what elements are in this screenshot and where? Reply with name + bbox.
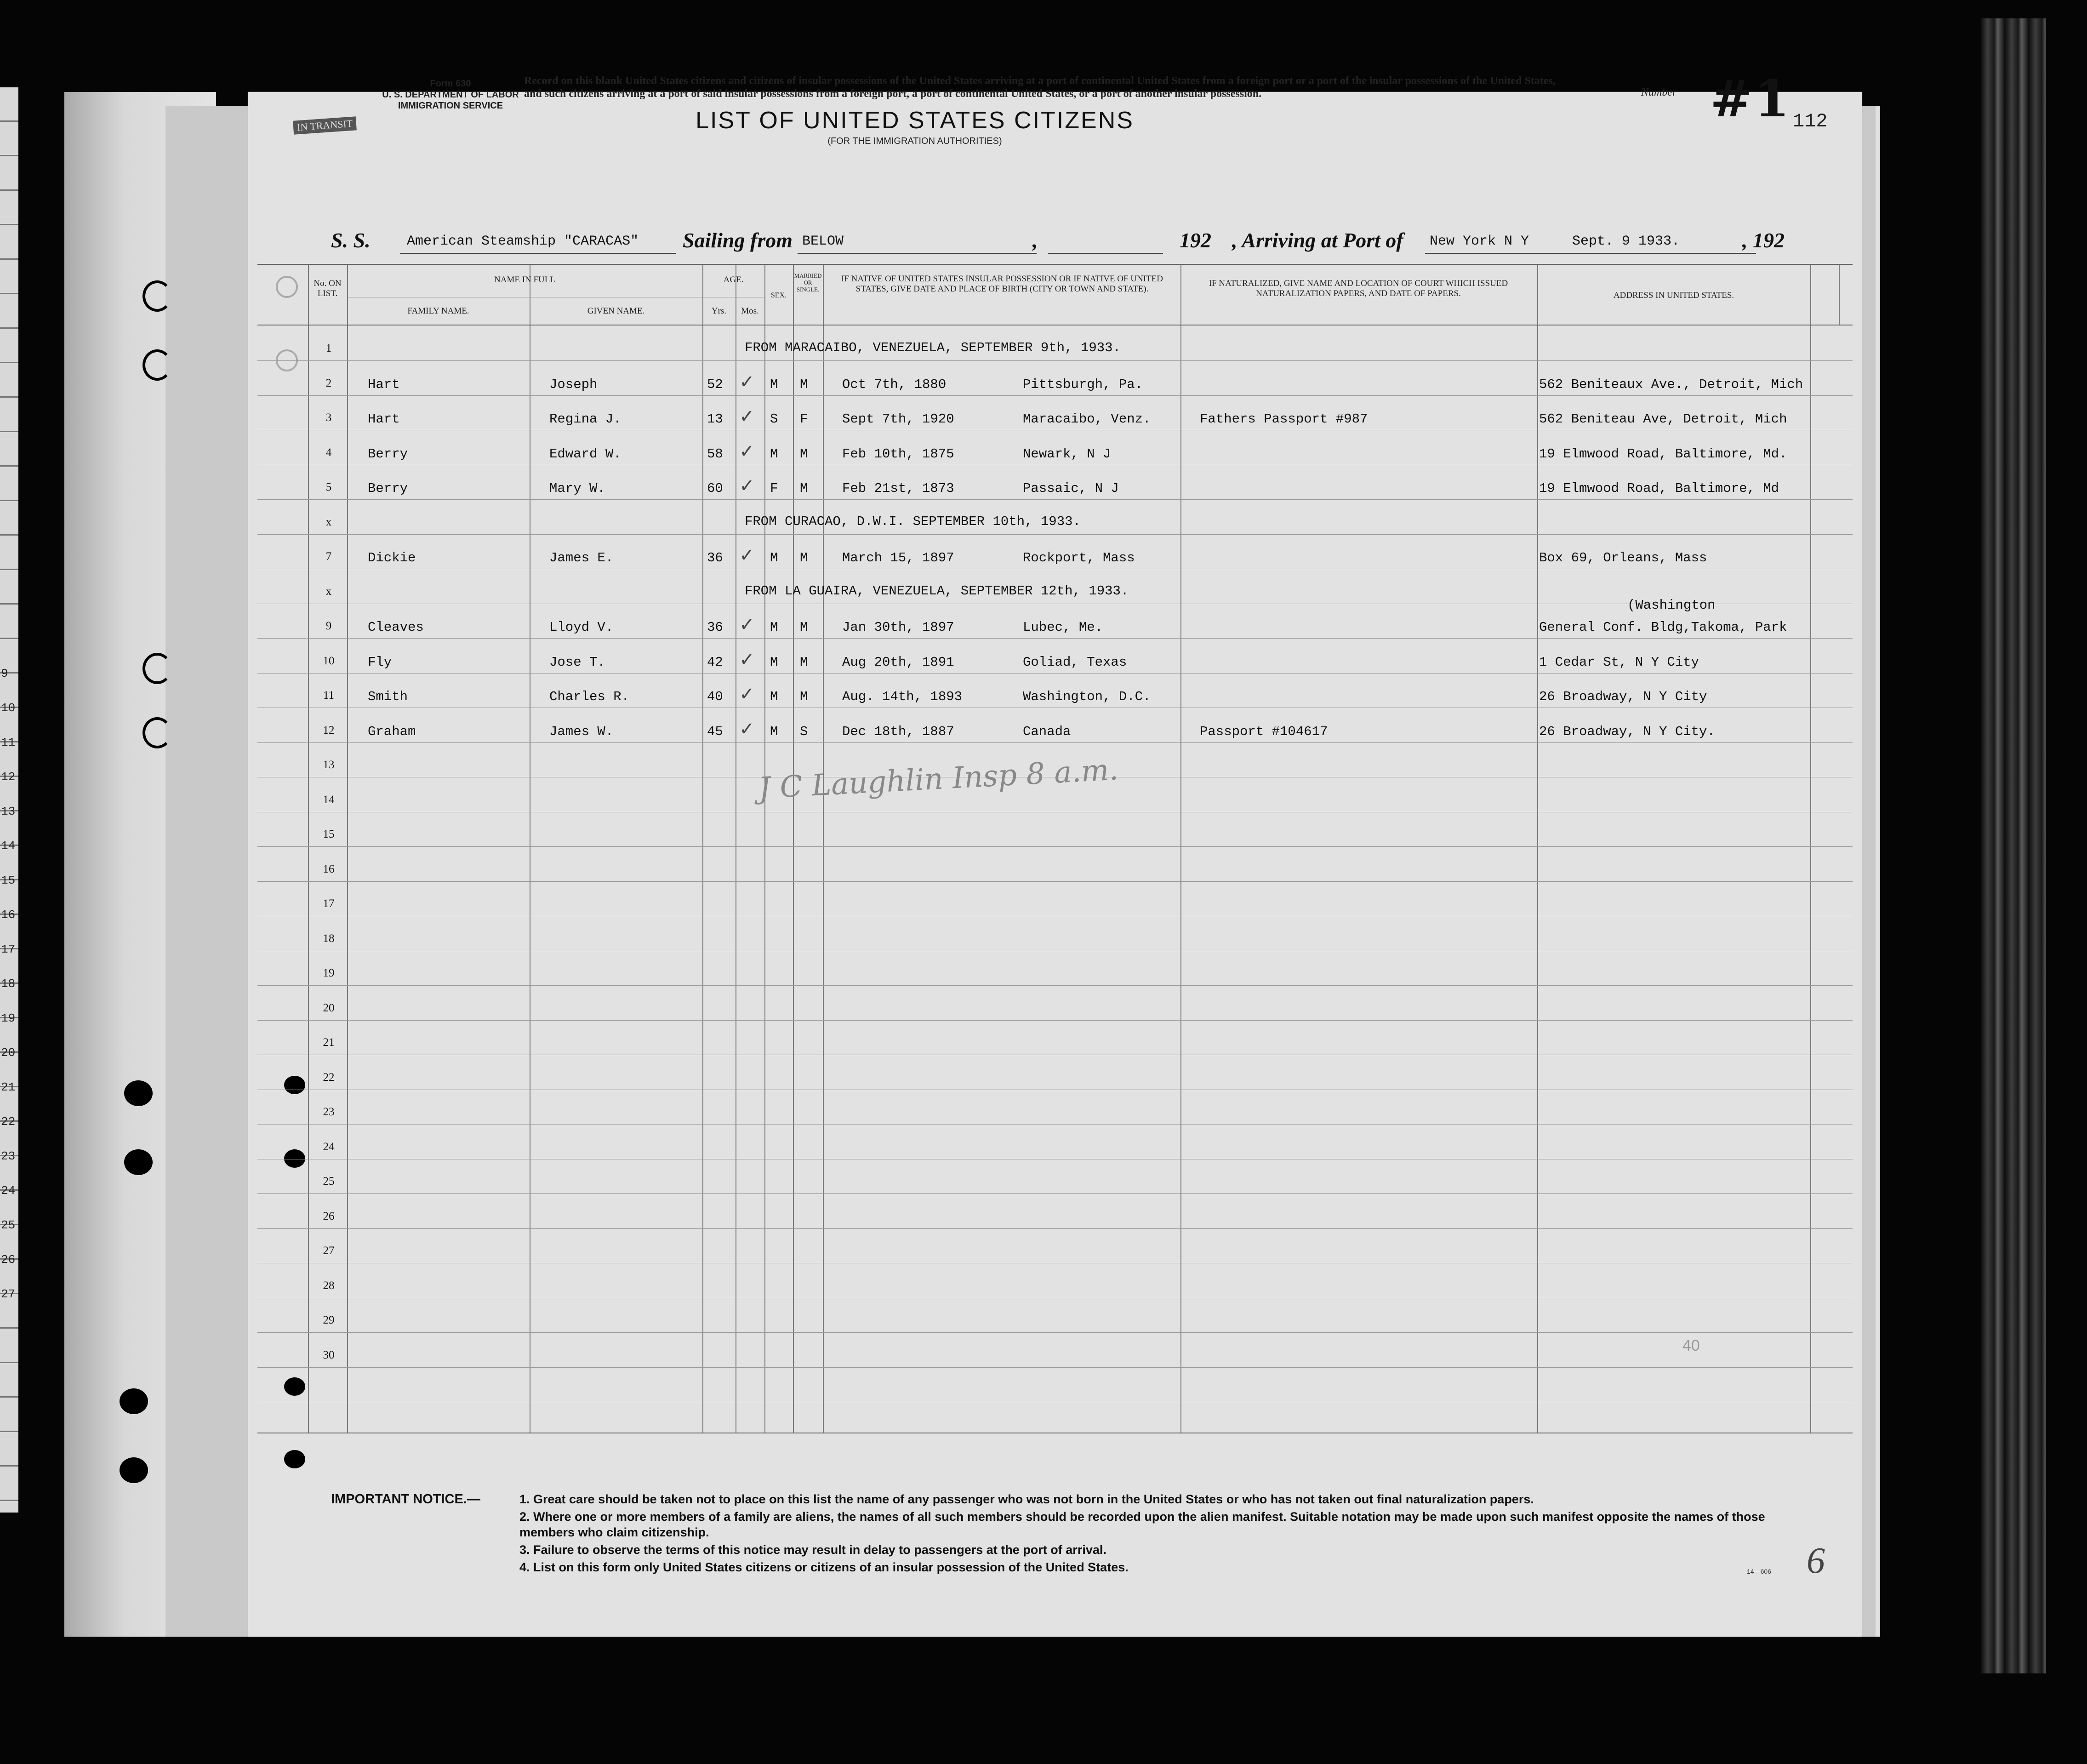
marital-status: M <box>800 377 808 392</box>
age-years: 45 <box>707 724 723 739</box>
address: General Conf. Bldg,Takoma, Park <box>1539 620 1787 635</box>
row-number: x <box>325 585 332 598</box>
punch-hole-icon <box>143 717 172 748</box>
row-number: 2 <box>325 377 332 389</box>
edge-row-number: 25 <box>1 1218 16 1232</box>
given-name: Lloyd V. <box>549 620 614 635</box>
check-mark-icon: ✓ <box>739 649 755 670</box>
check-mark-icon: ✓ <box>739 684 755 705</box>
col-mos: Mos. <box>741 306 759 316</box>
birth-date: Feb 21st, 1873 <box>842 481 954 496</box>
sex: F <box>770 481 778 496</box>
col-address: ADDRESS IN UNITED STATES. <box>1613 291 1734 300</box>
sex: M <box>770 620 778 635</box>
handwritten-page-number: 6 <box>1807 1541 1825 1581</box>
notice-item: 3. Failure to observe the terms of this notice may result in delay to passengers at the port of arrival. <box>519 1543 1106 1557</box>
edge-row-number: 14 <box>1 839 16 853</box>
birth-place: Rockport, Mass <box>1023 550 1135 565</box>
marital-status: M <box>800 481 808 496</box>
form-identifier <box>377 78 524 111</box>
marital-status: M <box>800 689 808 704</box>
family-name: Berry <box>368 481 408 496</box>
row-number: 1 <box>325 342 332 354</box>
row-number: 23 <box>323 1106 335 1118</box>
edge-row-number: 17 <box>1 942 16 956</box>
age-years: 60 <box>707 481 723 496</box>
birth-place: Passaic, N J <box>1023 481 1119 496</box>
row-number: 27 <box>323 1245 335 1257</box>
row-number: 14 <box>323 793 335 806</box>
punch-hole-icon <box>143 280 172 312</box>
check-mark-icon: ✓ <box>739 440 755 462</box>
family-name: Fly <box>368 654 392 670</box>
citizen-list-table <box>257 264 1853 1433</box>
birth-date: Jan 30th, 1897 <box>842 620 954 635</box>
family-name: Cleaves <box>368 620 424 635</box>
given-name: Joseph <box>549 377 598 392</box>
col-birth: IF NATIVE OF UNITED STATES INSULAR POSSESSION OR IF NATIVE OF UNITED STATES, GIVE DATE AND PLACE OF BIRTH (CITY OR TOWN AND STATE). <box>841 274 1163 294</box>
birth-place: Newark, N J <box>1023 446 1111 462</box>
page-number: 112 <box>1793 110 1828 132</box>
edge-row-number: 11 <box>1 736 16 749</box>
notice-item: 2. Where one or more members of a family are aliens, the names of all such members should be recorded upon the alien manifest. Suitable notation may be made upon such manifest opposite the names of those members who claim citizenship. <box>519 1510 1765 1539</box>
birth-date: Sept 7th, 1920 <box>842 411 954 427</box>
given-name: Jose T. <box>549 654 605 670</box>
page-subtitle: (FOR THE IMMIGRATION AUTHORITIES) <box>827 136 1002 146</box>
given-name: James E. <box>549 550 614 565</box>
age-years: 40 <box>707 689 723 704</box>
row-number: 25 <box>323 1175 335 1187</box>
given-name: Mary W. <box>549 481 605 496</box>
sex: M <box>770 654 778 670</box>
row-number: 15 <box>323 828 335 840</box>
check-mark-icon: ✓ <box>739 406 755 427</box>
row-number: 28 <box>323 1279 335 1292</box>
edge-row-number: 23 <box>1 1149 16 1163</box>
punch-hole-icon <box>120 1388 148 1414</box>
address: Box 69, Orleans, Mass <box>1539 550 1707 565</box>
col-no-on-list: No. ON LIST. <box>314 279 342 298</box>
printer-code: 14—606 <box>1747 1568 1771 1575</box>
punch-hole-icon <box>120 1457 148 1483</box>
address: 562 Beniteau Ave, Detroit, Mich <box>1539 411 1787 427</box>
check-mark-icon: ✓ <box>739 614 755 635</box>
family-name: Berry <box>368 446 408 462</box>
col-naturalized: IF NATURALIZED, GIVE NAME AND LOCATION OF COURT WHICH ISSUED NATURALIZATION PAPERS, AND DATE OF PAPERS. <box>1209 279 1508 298</box>
row-number: 3 <box>325 411 332 424</box>
row-number: 5 <box>325 481 332 493</box>
given-name: Edward W. <box>549 446 622 462</box>
birth-date: Aug 20th, 1891 <box>842 654 954 670</box>
edge-row-number: 22 <box>1 1115 16 1129</box>
col-age: AGE. <box>723 275 744 285</box>
printed-year: 192 <box>1180 228 1211 252</box>
inspector-signature: J C Laughlin Insp 8 a.m. <box>758 753 1119 806</box>
col-name-in-full: NAME IN FULL <box>494 275 555 285</box>
marital-status: M <box>800 446 808 462</box>
age-years: 42 <box>707 654 723 670</box>
arriving-label: , Arriving at Port of <box>1232 228 1403 252</box>
ss-label: S. S. <box>331 228 371 252</box>
row-number: 11 <box>323 689 335 702</box>
list-number: #1 <box>1710 69 1791 128</box>
age-years: 36 <box>707 550 723 565</box>
row-number: 18 <box>323 932 335 945</box>
row-number: 10 <box>323 654 335 667</box>
row-number: 16 <box>323 862 335 875</box>
sex: M <box>770 377 778 392</box>
punch-hole-icon <box>124 1080 153 1106</box>
sex: M <box>770 724 778 739</box>
birth-date: Feb 10th, 1875 <box>842 446 954 462</box>
address: 26 Broadway, N Y City <box>1539 689 1707 704</box>
row-number: 21 <box>323 1036 335 1049</box>
family-name: Hart <box>368 411 400 427</box>
address: 19 Elmwood Road, Baltimore, Md <box>1539 481 1779 496</box>
sex: M <box>770 689 778 704</box>
previous-page-edge <box>0 87 18 1513</box>
address: 562 Beniteaux Ave., Detroit, Mich <box>1539 377 1803 392</box>
row-number: 22 <box>323 1071 335 1084</box>
edge-row-number: 24 <box>1 1184 16 1198</box>
check-mark-icon: ✓ <box>739 475 755 497</box>
col-married: MARRIED OR SINGLE. <box>794 272 822 293</box>
port-section-header: FROM CURACAO, D.W.I. SEPTEMBER 10th, 1933. <box>745 514 1081 529</box>
edge-row-number: 21 <box>1 1080 16 1094</box>
birth-place: Maracaibo, Venz. <box>1023 411 1151 427</box>
notice-heading: IMPORTANT NOTICE.— <box>331 1492 480 1507</box>
birth-place: Canada <box>1023 724 1071 739</box>
sex: M <box>770 446 778 462</box>
form-instructions: Record on this blank United States citizens and citizens of insular possessions of the United States arriving at a port of continental United States from a foreign port or a port of the insular possessions of the United States, and such citizens arriving at a port of said insular possessions from a foreign port, a port of continental United States, or a port of another insular possession. <box>524 75 1556 100</box>
row-number: 29 <box>323 1314 335 1326</box>
given-name: James W. <box>549 724 614 739</box>
col-given-name: GIVEN NAME. <box>587 306 645 316</box>
edge-row-number: 26 <box>1 1253 16 1267</box>
age-years: 52 <box>707 377 723 392</box>
given-name: Charles R. <box>549 689 630 704</box>
row-number: 19 <box>323 967 335 979</box>
birth-place: Washington, D.C. <box>1023 689 1151 704</box>
punch-hole-icon <box>143 653 172 684</box>
row-number: 24 <box>323 1140 335 1153</box>
notice-item: 4. List on this form only United States citizens or citizens of an insular possession of the United States. <box>519 1560 1129 1574</box>
marital-status: F <box>800 411 808 427</box>
edge-row-number: 18 <box>1 977 16 991</box>
address: 26 Broadway, N Y City. <box>1539 724 1715 739</box>
birth-place: Pittsburgh, Pa. <box>1023 377 1143 392</box>
check-mark-icon: ✓ <box>739 371 755 393</box>
number-label: Number <box>1641 86 1677 98</box>
sailing-from: BELOW <box>802 234 844 249</box>
form-number: Form 630 <box>430 79 471 89</box>
marital-status: M <box>800 550 808 565</box>
birth-place: Goliad, Texas <box>1023 654 1127 670</box>
arrival-date: Sept. 9 1933. <box>1572 234 1680 249</box>
row-number: 4 <box>325 446 332 459</box>
naturalization-info: Passport #104617 <box>1200 724 1328 739</box>
row-number: 12 <box>323 724 335 736</box>
address-note: (Washington <box>1627 598 1716 613</box>
edge-row-number: 20 <box>1 1046 16 1060</box>
edge-row-number: 12 <box>1 770 16 784</box>
birth-date: Aug. 14th, 1893 <box>842 689 963 704</box>
pencil-note: 40 <box>1682 1337 1700 1354</box>
row-number: 9 <box>325 620 332 632</box>
age-years: 58 <box>707 446 723 462</box>
edge-row-number: 10 <box>1 701 16 715</box>
scan-edge-noise <box>1981 18 2046 1673</box>
arrival-port: New York N Y <box>1430 234 1529 249</box>
age-years: 13 <box>707 411 723 427</box>
address: 1 Cedar St, N Y City <box>1539 654 1699 670</box>
punch-hole-icon <box>124 1149 153 1175</box>
edge-row-number: 13 <box>1 805 16 818</box>
transit-stamp: IN TRANSIT <box>293 116 357 134</box>
row-number: x <box>325 515 332 528</box>
age-years: 36 <box>707 620 723 635</box>
edge-row-number: 19 <box>1 1011 16 1025</box>
notice-item: 1. Great care should be taken not to place on this list the name of any passenger who was not born in the United States or who has not taken out final naturalization papers. <box>519 1492 1534 1506</box>
col-sex: SEX. <box>770 291 787 299</box>
edge-row-number: 27 <box>1 1287 16 1301</box>
row-number: 20 <box>323 1001 335 1014</box>
comma-separator: , <box>1032 228 1038 252</box>
port-section-header: FROM LA GUAIRA, VENEZUELA, SEPTEMBER 12th, 1933. <box>745 583 1129 599</box>
address: 19 Elmwood Road, Baltimore, Md. <box>1539 446 1787 462</box>
row-number: 26 <box>323 1210 335 1222</box>
sailing-label: Sailing from <box>683 228 793 252</box>
sex: M <box>770 550 778 565</box>
row-number: 17 <box>323 897 335 910</box>
family-name: Smith <box>368 689 408 704</box>
given-name: Regina J. <box>549 411 622 427</box>
printed-year-2: , 192 <box>1742 228 1785 252</box>
birth-place: Lubec, Me. <box>1023 620 1103 635</box>
row-number: 13 <box>323 759 335 771</box>
edge-row-number: 16 <box>1 908 16 922</box>
ship-name: American Steamship "CARACAS" <box>407 234 639 249</box>
service: IMMIGRATION SERVICE <box>398 101 503 111</box>
family-name: Dickie <box>368 550 416 565</box>
marital-status: M <box>800 654 808 670</box>
sex: S <box>770 411 778 427</box>
edge-row-number: 15 <box>1 873 16 887</box>
page-title: LIST OF UNITED STATES CITIZENS <box>696 107 1134 134</box>
family-name: Graham <box>368 724 416 739</box>
port-section-header: FROM MARACAIBO, VENEZUELA, SEPTEMBER 9th, 1933. <box>745 340 1121 355</box>
family-name: Hart <box>368 377 400 392</box>
birth-date: March 15, 1897 <box>842 550 954 565</box>
col-yrs: Yrs. <box>711 306 727 316</box>
marital-status: S <box>800 724 808 739</box>
naturalization-info: Fathers Passport #987 <box>1200 411 1368 427</box>
birth-date: Oct 7th, 1880 <box>842 377 947 392</box>
punch-hole-icon <box>143 349 172 381</box>
department: U. S. DEPARTMENT OF LABOR <box>382 90 519 100</box>
punch-hole-icon <box>284 1450 305 1468</box>
edge-row-number: 9 <box>1 667 8 680</box>
col-family-name: FAMILY NAME. <box>407 306 469 316</box>
check-mark-icon: ✓ <box>739 545 755 566</box>
row-number: 7 <box>325 550 332 563</box>
birth-date: Dec 18th, 1887 <box>842 724 954 739</box>
marital-status: M <box>800 620 808 635</box>
check-mark-icon: ✓ <box>739 718 755 740</box>
row-number: 30 <box>323 1348 335 1361</box>
